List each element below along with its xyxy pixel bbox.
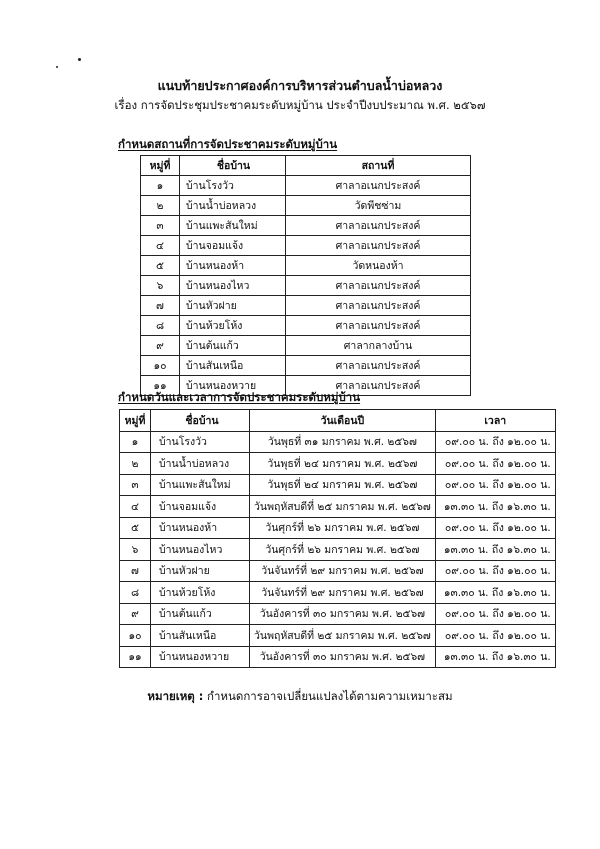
cell-time: ๑๓.๓๐ น. ถึง ๑๖.๓๐ น. [435,646,555,668]
cell-village-name: บ้านห้วยโห้ง [151,582,250,604]
cell-place: ศาลาอเนกประสงค์ [286,276,471,296]
table-row [141,356,471,376]
cell-village-no: ๓ [120,474,151,496]
cell-village-no: ๘ [120,582,151,604]
cell-village-no: ๗ [120,560,151,582]
cell-date: วันพุธที่ ๒๔ มกราคม พ.ศ. ๒๕๖๗ [250,453,436,475]
table-row [141,196,471,216]
scan-speck [56,66,58,68]
cell-village-name: บ้านห้วยโห้ง [180,316,286,336]
cell-time: ๐๙.๐๐ น. ถึง ๑๒.๐๐ น. [435,431,555,453]
cell-village-no: ๙ [120,603,151,625]
cell-date: วันจันทร์ที่ ๒๙ มกราคม พ.ศ. ๒๕๖๗ [250,582,436,604]
cell-village-no: ๖ [120,539,151,561]
venue-table [140,155,471,396]
cell-village-name: บ้านโรงวัว [180,176,286,196]
cell-village-no: ๓ [141,216,180,236]
cell-village-no: ๑๐ [120,625,151,647]
cell-village-no: ๔ [141,236,180,256]
cell-date: วันพุธที่ ๓๑ มกราคม พ.ศ. ๒๕๖๗ [250,431,436,453]
cell-date: วันศุกร์ที่ ๒๖ มกราคม พ.ศ. ๒๕๖๗ [250,517,436,539]
cell-village-name: บ้านหนองไหว [180,276,286,296]
table-row [141,176,471,196]
cell-village-name: บ้านหนองหวาย [180,376,286,396]
col-header-village-name: ชื่อบ้าน [180,156,286,176]
table-row [120,603,556,625]
cell-village-name: บ้านหนองหวาย [151,646,250,668]
cell-place: ศาลาอเนกประสงค์ [286,296,471,316]
col-header-time: เวลา [435,410,555,432]
footnote-label: หมายเหตุ : [147,689,204,703]
cell-time: ๐๙.๐๐ น. ถึง ๑๒.๐๐ น. [435,517,555,539]
cell-village-no: ๙ [141,336,180,356]
cell-date: วันอังคารที่ ๓๐ มกราคม พ.ศ. ๒๕๖๗ [250,646,436,668]
cell-place: ศาลาอเนกประสงค์ [286,236,471,256]
cell-village-name: บ้านสันเหนือ [180,356,286,376]
cell-village-name: บ้านหนองห้า [151,517,250,539]
cell-date: วันพฤหัสบดีที่ ๒๕ มกราคม พ.ศ. ๒๕๖๗ [250,496,436,518]
table-row [120,539,556,561]
cell-village-name: บ้านหัวฝาย [180,296,286,316]
col-header-village-no: หมู่ที่ [120,410,151,432]
venue-table-body [141,176,471,396]
cell-village-no: ๖ [141,276,180,296]
table-row [120,453,556,475]
cell-time: ๐๙.๐๐ น. ถึง ๑๒.๐๐ น. [435,474,555,496]
cell-place: ศาลาอเนกประสงค์ [286,176,471,196]
table-row [141,336,471,356]
table-row [120,646,556,668]
cell-village-no: ๑ [120,431,151,453]
table-header-row [141,156,471,176]
cell-village-no: ๑๑ [141,376,180,396]
table-row [120,582,556,604]
col-header-place: สถานที่ [286,156,471,176]
cell-time: ๐๙.๐๐ น. ถึง ๑๒.๐๐ น. [435,453,555,475]
cell-village-no: ๒ [120,453,151,475]
cell-village-no: ๕ [141,256,180,276]
cell-time: ๐๙.๐๐ น. ถึง ๑๒.๐๐ น. [435,625,555,647]
cell-village-name: บ้านหนองไหว [151,539,250,561]
cell-village-no: ๕ [120,517,151,539]
table-row [120,517,556,539]
cell-village-no: ๗ [141,296,180,316]
table-row [120,560,556,582]
cell-village-no: ๑๑ [120,646,151,668]
cell-date: วันพุธที่ ๒๔ มกราคม พ.ศ. ๒๕๖๗ [250,474,436,496]
table-row [120,625,556,647]
cell-time: ๐๙.๐๐ น. ถึง ๑๒.๐๐ น. [435,603,555,625]
cell-village-no: ๔ [120,496,151,518]
schedule-table-body [120,431,556,668]
cell-village-name: บ้านน้ำบ่อหลวง [180,196,286,216]
cell-time: ๐๙.๐๐ น. ถึง ๑๒.๐๐ น. [435,560,555,582]
cell-place: วัดหนองห้า [286,256,471,276]
document-subtitle: เรื่อง การจัดประชุมประชาคมระดับหมู่บ้าน ประจำปีงบประมาณ พ.ศ. ๒๕๖๗ [114,98,486,112]
cell-village-name: บ้านแพะสันใหม่ [151,474,250,496]
document-title: แนบท้ายประกาศองค์การบริหารส่วนตำบลน้ำบ่อหลวง [157,78,443,93]
cell-date: วันพฤหัสบดีที่ ๒๕ มกราคม พ.ศ. ๒๕๖๗ [250,625,436,647]
cell-place: ศาลากลางบ้าน [286,336,471,356]
col-header-village-name: ชื่อบ้าน [151,410,250,432]
cell-village-name: บ้านต้นแก้ว [180,336,286,356]
cell-village-no: ๑ [141,176,180,196]
cell-village-name: บ้านหัวฝาย [151,560,250,582]
cell-village-name: บ้านจอมแจ้ง [151,496,250,518]
scan-speck [78,58,81,61]
cell-village-no: ๑๐ [141,356,180,376]
cell-place: ศาลาอเนกประสงค์ [286,356,471,376]
table-row [120,431,556,453]
cell-place: ศาลาอเนกประสงค์ [286,216,471,236]
cell-date: วันศุกร์ที่ ๒๖ มกราคม พ.ศ. ๒๕๖๗ [250,539,436,561]
cell-village-name: บ้านโรงวัว [151,431,250,453]
cell-place: ศาลาอเนกประสงค์ [286,376,471,396]
table-row [141,296,471,316]
table-row [141,256,471,276]
cell-village-name: บ้านแพะสันใหม่ [180,216,286,236]
cell-village-name: บ้านจอมแจ้ง [180,236,286,256]
footnote-text: กำหนดการอาจเปลี่ยนแปลงได้ตามความเหมาะสม [207,689,453,703]
cell-time: ๑๓.๓๐ น. ถึง ๑๖.๓๐ น. [435,539,555,561]
cell-date: วันจันทร์ที่ ๒๙ มกราคม พ.ศ. ๒๕๖๗ [250,560,436,582]
cell-time: ๑๓.๓๐ น. ถึง ๑๖.๓๐ น. [435,582,555,604]
col-header-date: วันเดือนปี [250,410,436,432]
col-header-village-no: หมู่ที่ [141,156,180,176]
cell-time: ๑๓.๓๐ น. ถึง ๑๖.๓๐ น. [435,496,555,518]
cell-village-name: บ้านสันเหนือ [151,625,250,647]
cell-village-name: บ้านหนองห้า [180,256,286,276]
table-row [141,236,471,256]
cell-village-name: บ้านต้นแก้ว [151,603,250,625]
section2-heading: กำหนดวันและเวลาการจัดประชาคมระดับหมู่บ้าน [118,390,361,404]
schedule-table [119,409,556,668]
table-header-row [120,410,556,432]
cell-village-no: ๒ [141,196,180,216]
table-row [120,474,556,496]
footnote [0,688,600,706]
table-row [141,276,471,296]
table-row [141,316,471,336]
cell-place: ศาลาอเนกประสงค์ [286,316,471,336]
table-row [120,496,556,518]
cell-village-no: ๘ [141,316,180,336]
cell-date: วันอังคารที่ ๓๐ มกราคม พ.ศ. ๒๕๖๗ [250,603,436,625]
table-row [141,216,471,236]
cell-village-name: บ้านน้ำบ่อหลวง [151,453,250,475]
cell-place: วัดพีชซ่าม [286,196,471,216]
section1-heading: กำหนดสถานที่การจัดประชาคมระดับหมู่บ้าน [118,137,338,151]
